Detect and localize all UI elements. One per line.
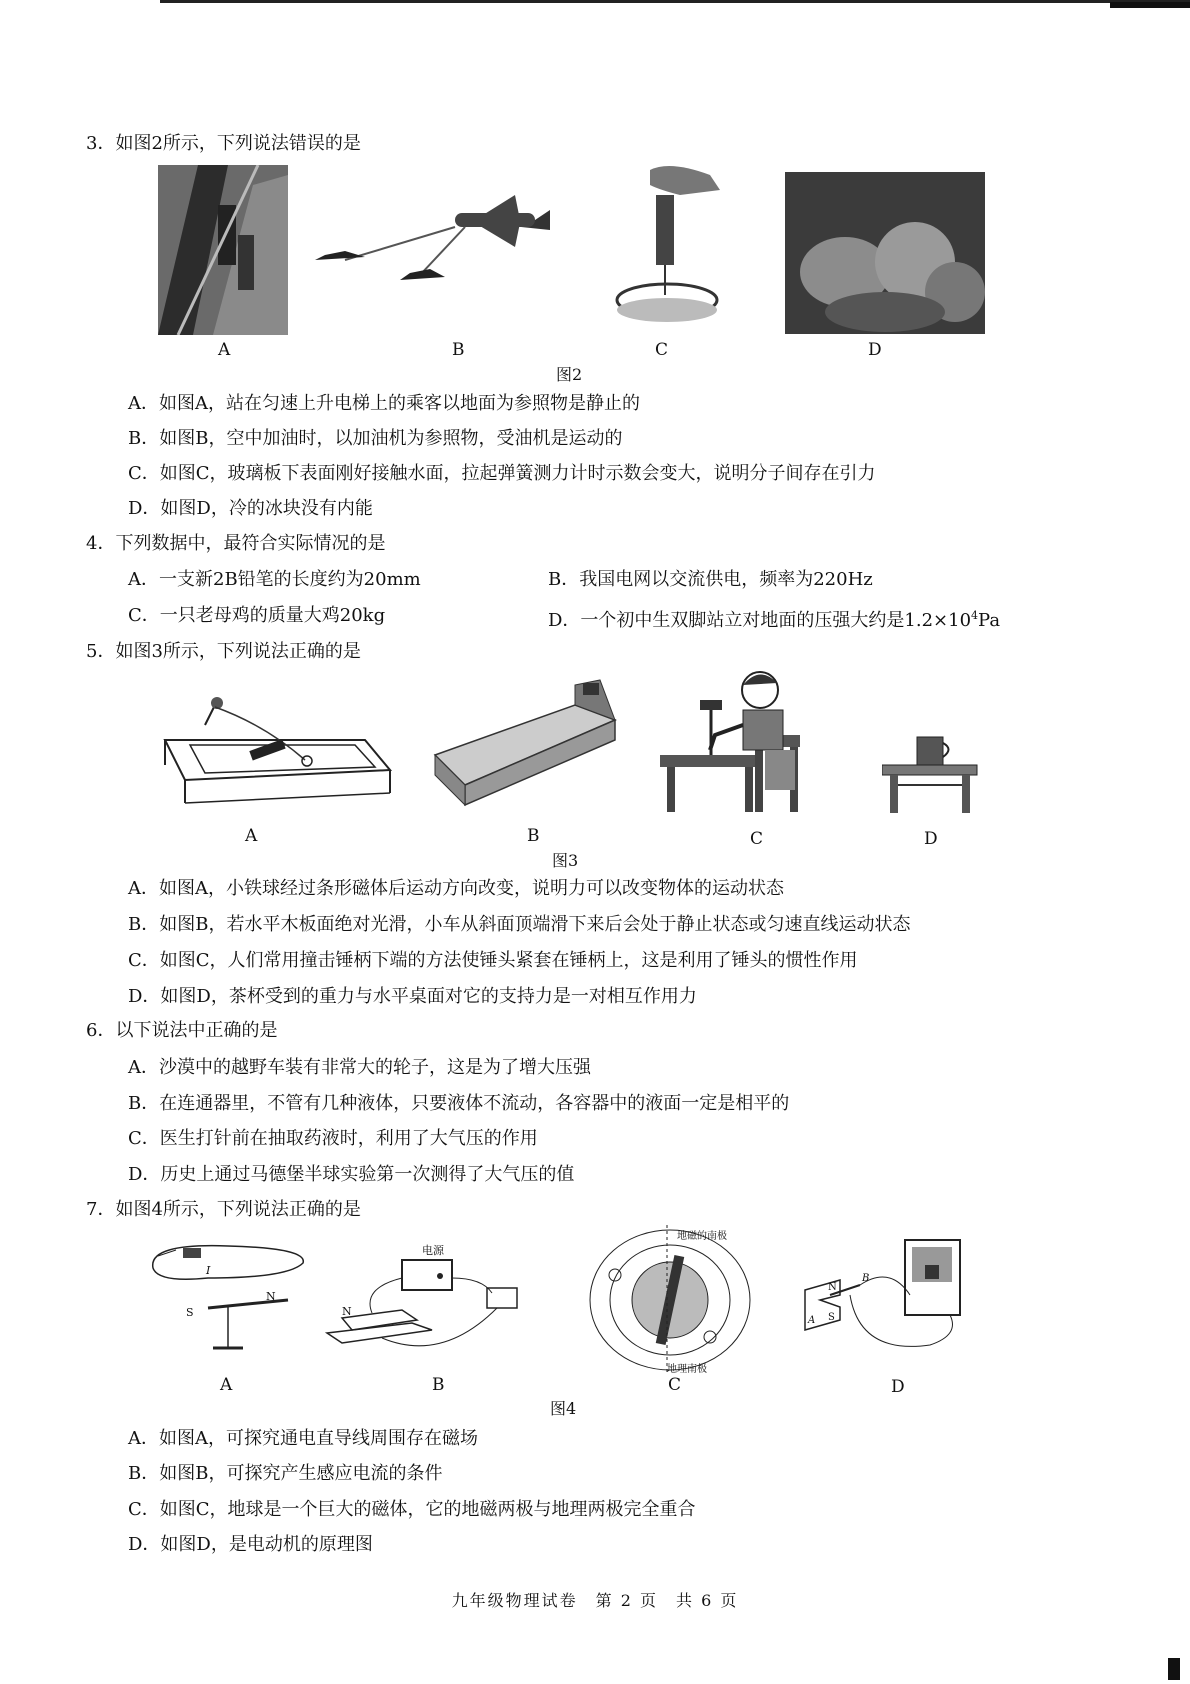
q7-fig-label-c: C xyxy=(668,1375,682,1395)
q3-option-d: D．如图D，冷的冰块没有内能 xyxy=(128,498,373,519)
q3-option-b: B．如图B，空中加油时，以加油机为参照物，受油机是运动的 xyxy=(128,428,623,449)
q3-fig-c-spring-scale-plate xyxy=(610,160,725,325)
q5-fig-label-d: D xyxy=(924,829,938,849)
q4-option-d: D．一个初中生双脚站立对地面的压强大约是$1.2\times 10^4Pa$ xyxy=(548,609,1001,631)
q7a-n-text: N xyxy=(266,1290,276,1303)
q3-fig-label-d: D xyxy=(868,340,882,360)
q7-fig-label-d: D xyxy=(891,1377,905,1397)
q6-option-d: D．历史上通过马德堡半球实验第一次测得了大气压的值 xyxy=(128,1164,575,1185)
q4-option-b: B．我国电网以交流供电，频率为220Hz xyxy=(548,569,873,590)
q5-option-b: B．如图B，若水平木板面绝对光滑，小车从斜面顶端滑下来后会处于静止状态或匀速直线运动状态 xyxy=(128,914,911,935)
q4-option-a: A．一支新2B铅笔的长度约为20mm xyxy=(128,569,421,590)
q7c-geo-south-text: 地理南极 xyxy=(667,1364,707,1375)
q3-stem: 3．如图2所示，下列说法错误的是 xyxy=(86,133,361,154)
q7d-s-text: S xyxy=(828,1312,835,1323)
q7-fig-d-motor-meter xyxy=(800,1235,980,1375)
q3-fig-label-b: B xyxy=(452,340,465,360)
q3-fig-label-c: C xyxy=(655,340,669,360)
scan-border-top xyxy=(160,0,1190,3)
q4-option-c: C．一只老母鸡的质量大鸡20kg xyxy=(128,605,386,626)
q3-option-c: C．如图C，玻璃板下表面刚好接触水面，拉起弹簧测力计时示数会变大，说明分子间存在引力 xyxy=(128,463,876,484)
q3-fig-label-a: A xyxy=(218,340,231,360)
q7-fig-a-wire-compass xyxy=(148,1238,313,1358)
q6-option-b: B．在连通器里，不管有几种液体，只要液体不流动，各容器中的液面一定是相平的 xyxy=(128,1093,790,1114)
q5-fig-label-b: B xyxy=(527,826,540,846)
q7d-a-text: A xyxy=(808,1315,816,1326)
q5-fig-label-a: A xyxy=(245,826,258,846)
q3-fig-caption: 图2 xyxy=(556,365,583,384)
q7b-power-text: 电源 xyxy=(422,1244,444,1257)
q7a-i-text: I xyxy=(206,1264,211,1277)
q5-fig-d-cup-on-table xyxy=(882,735,982,815)
scan-border-mark xyxy=(1110,2,1190,8)
q7-stem: 7．如图4所示，下列说法正确的是 xyxy=(86,1199,361,1220)
q7a-s-text: S xyxy=(186,1306,194,1319)
page-footer: 九年级物理试卷 第 2 页 共 6 页 xyxy=(451,1591,739,1610)
q6-stem: 6．以下说法中正确的是 xyxy=(86,1020,278,1041)
q5-fig-a-magnet-ball-table xyxy=(155,685,395,810)
q5-stem: 5．如图3所示，下列说法正确的是 xyxy=(86,641,361,662)
q7-fig-label-a: A xyxy=(220,1375,233,1395)
scan-corner-mark xyxy=(1168,1658,1180,1680)
q4-stem: 4．下列数据中，最符合实际情况的是 xyxy=(86,533,386,554)
q7-fig-caption: 图4 xyxy=(550,1399,577,1418)
q5-option-d: D．如图D，茶杯受到的重力与水平桌面对它的支持力是一对相互作用力 xyxy=(128,986,697,1007)
q7d-b-text: B xyxy=(862,1273,870,1284)
q3-fig-b-aerial-refuel xyxy=(305,185,560,295)
q3-option-a: A．如图A，站在匀速上升电梯上的乘客以地面为参照物是静止的 xyxy=(128,393,640,414)
q5-option-a: A．如图A，小铁球经过条形磁体后运动方向改变，说明力可以改变物体的运动状态 xyxy=(128,878,784,899)
q7c-geomag-south-text: 地磁的南极 xyxy=(677,1231,727,1242)
q7-option-d: D．如图D，是电动机的原理图 xyxy=(128,1534,373,1555)
q6-option-c: C．医生打针前在抽取药液时，利用了大气压的作用 xyxy=(128,1128,538,1149)
q5-fig-label-c: C xyxy=(750,829,764,849)
q3-fig-d-ice-photo xyxy=(785,172,985,334)
q7-fig-c-earth-magnet xyxy=(575,1225,775,1375)
q7-fig-label-b: B xyxy=(432,1375,445,1395)
q3-fig-a-escalator-photo xyxy=(158,165,288,335)
q5-fig-caption: 图3 xyxy=(552,851,579,870)
q7-option-b: B．如图B，可探究产生感应电流的条件 xyxy=(128,1463,443,1484)
q7-option-c: C．如图C，地球是一个巨大的磁体，它的地磁两极与地理两极完全重合 xyxy=(128,1499,696,1520)
q6-option-a: A．沙漠中的越野车装有非常大的轮子，这是为了增大压强 xyxy=(128,1057,591,1078)
q7d-n-text: N xyxy=(828,1282,837,1293)
q5-option-c: C．如图C，人们常用撞击锤柄下端的方法使锤头紧套在锤柄上，这是利用了锤头的惯性作用 xyxy=(128,950,858,971)
q7-option-a: A．如图A，可探究通电直导线周围存在磁场 xyxy=(128,1428,478,1449)
q5-fig-b-incline-board xyxy=(425,675,620,810)
q5-fig-c-hammer-boy xyxy=(655,665,815,820)
q7b-n-text: N xyxy=(342,1305,352,1318)
q7-fig-b-power-magnet xyxy=(322,1238,537,1363)
